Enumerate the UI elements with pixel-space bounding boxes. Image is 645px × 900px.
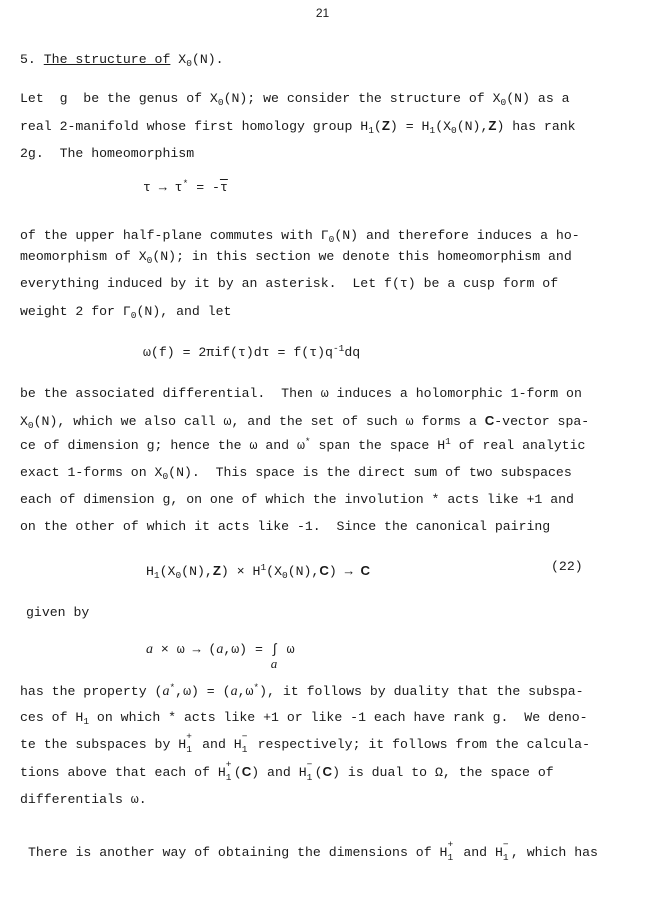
para4-line4: tions above that each of H + 1 (C) and H − 1 (C) is dual to Ω, the space of [20, 759, 554, 783]
equation-tau: $\tau \to \tau^* = -\overline{\tau}$ [143, 178, 228, 195]
page-number: 21 [315, 6, 330, 20]
para5-line1: There is another way of obtaining the dimensions of H + 1 and H − 1 , which has [28, 839, 598, 863]
para3-line2: $X_0(N)$, which we also call ω, and the set of such ω forms a C-vector spa- [20, 413, 590, 431]
para2-line3: everything induced by it by an asterisk. Let f(τ) be a cusp form of [20, 276, 559, 291]
equation-pairing: $H_1(X_0(N),Z) \times H^1(X_0(N),C) \to C$ [146, 562, 371, 581]
para3-line5: each of dimension g, on one of which the involution * acts like +1 and [20, 492, 574, 507]
para1-line3: 2g. The homeomorphism [20, 146, 195, 161]
given-by: given by [26, 605, 90, 620]
para3-line6: on the other of which it acts like -1. Since the canonical pairing [20, 519, 551, 534]
equation-omega: $\omega(f) = 2\pi if(\tau)d\tau = f(\tau)q^{-1}dq$ [143, 343, 361, 360]
para4-line3: te the subspaces by H + 1 and H − 1 respectively; it follows from the calcula- [20, 731, 590, 755]
para3-line1: be the associated differential. Then ω induces a holomorphic 1-form on [20, 386, 582, 401]
section-heading: 5. The structure of $X_0(N)$. [20, 52, 224, 69]
para1-line2: real 2-manifold whose first homology group $H_1(Z) = H_1(X_0(N),Z)$ has rank [20, 118, 576, 136]
para3-line3: ce of dimension g; hence the ω and ω* span the space $H^1$ of real analytic [20, 436, 586, 453]
para2-line4: weight 2 for $\Gamma_0(N)$, and let [20, 304, 232, 321]
para2-line2: meomorphism of $X_0(N)$; in this section we denote this homeomorphism and [20, 249, 572, 266]
equation-number: (22) [551, 559, 583, 574]
para1-line1: Let g be the genus of $X_0(N)$; we consider the structure of $X_0(N)$ as a [20, 91, 570, 108]
para3-line4: exact 1-forms on $X_0(N)$. This space is the direct sum of two subspaces [20, 465, 572, 482]
equation-integral: a × ω → (a,ω) = ∫ a ω [146, 642, 295, 671]
para4-line1: has the property (a*,ω) = (a,ω*), it follows by duality that the subspa- [20, 682, 584, 699]
para4-line2: ces of $H_1$ on which * acts like +1 or like -1 each have rank g. We deno- [20, 710, 588, 727]
para2-line1: of the upper half-plane commutes with $\Gamma_0(N)$ and therefore induces a ho- [20, 228, 580, 245]
para4-line5: differentials ω. [20, 792, 147, 807]
